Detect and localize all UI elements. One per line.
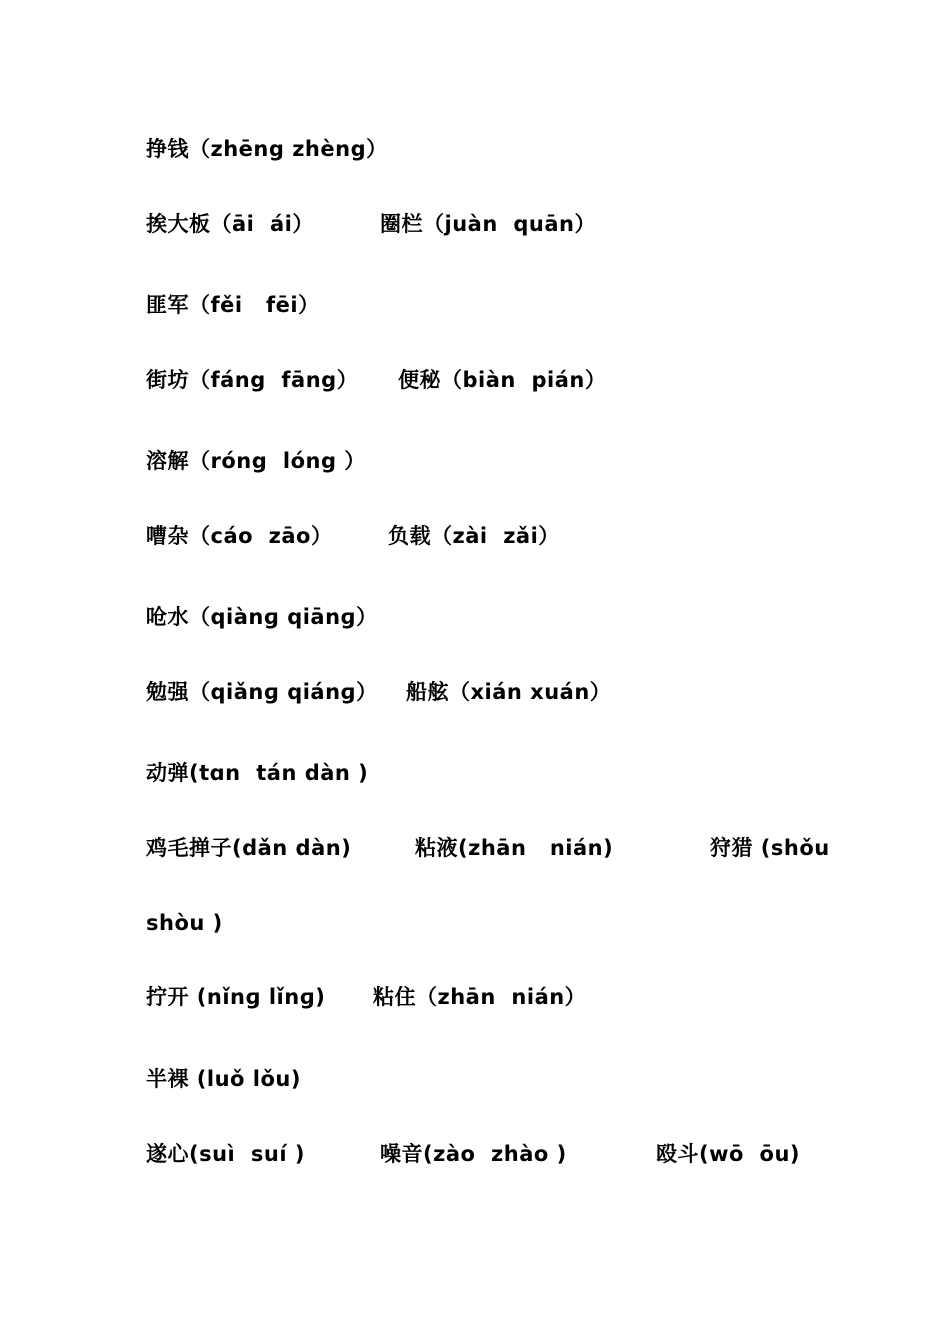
entry-line	[0, 445, 366, 477]
pinyin-entry: 船舷（xián xuán）	[406, 680, 612, 704]
entry-line	[0, 676, 612, 708]
pinyin-entry: 噪音(zào zhào )	[380, 1142, 567, 1166]
pinyin-entry: 殴斗(wō ōu)	[656, 1142, 801, 1166]
pinyin-entry: 粘液(zhān nián)	[415, 836, 614, 860]
entry-line	[0, 832, 830, 864]
pinyin-entry: 勉强（qiǎnɡ qiánɡ）	[146, 680, 378, 704]
pinyin-entry: 嘈杂（cáo zāo）	[146, 524, 333, 548]
entry-line	[0, 601, 378, 633]
pinyin-entry: 呛水（qiànɡ qiānɡ）	[146, 605, 378, 629]
entry-line	[0, 208, 596, 240]
pinyin-entry: 挣钱（zhēng zhèng）	[146, 137, 388, 161]
entry-line	[0, 1063, 301, 1095]
entry-line	[0, 289, 320, 321]
entry-line	[0, 133, 388, 165]
entry-line	[0, 981, 587, 1013]
entry-line	[0, 1138, 801, 1170]
pinyin-entry: 鸡毛掸子(dǎn dàn)	[146, 836, 352, 860]
pinyin-entry: 溶解（róng lóng ）	[146, 449, 366, 473]
pinyin-entry: 挨大板（āi ái）	[146, 212, 314, 236]
entry-line	[0, 907, 223, 939]
pinyin-entry: 匪军（fěi fēi）	[146, 293, 320, 317]
pinyin-entry: 街坊（fáng fāng）	[146, 368, 359, 392]
pinyin-entry-continuation: shòu )	[146, 911, 223, 935]
pinyin-entry: 半裸 (luǒ lǒu)	[146, 1067, 301, 1091]
entry-line	[0, 520, 560, 552]
pinyin-entry: 负载（zài zǎi）	[388, 524, 560, 548]
pinyin-entry: 粘住（zhān nián）	[373, 985, 587, 1009]
entry-line	[0, 364, 607, 396]
pinyin-entry: 便秘（biàn pián）	[398, 368, 607, 392]
pinyin-entry: 圈栏（juàn quān）	[380, 212, 596, 236]
entry-line	[0, 757, 369, 789]
pinyin-entry: 狩猎 (shǒu	[710, 836, 830, 860]
pinyin-entry: 拧开 (nǐnɡ lǐnɡ)	[146, 985, 326, 1009]
pinyin-entry: 遂心(suì suí )	[146, 1142, 305, 1166]
pinyin-entry: 动弹(tɑn tán dàn )	[146, 761, 369, 785]
